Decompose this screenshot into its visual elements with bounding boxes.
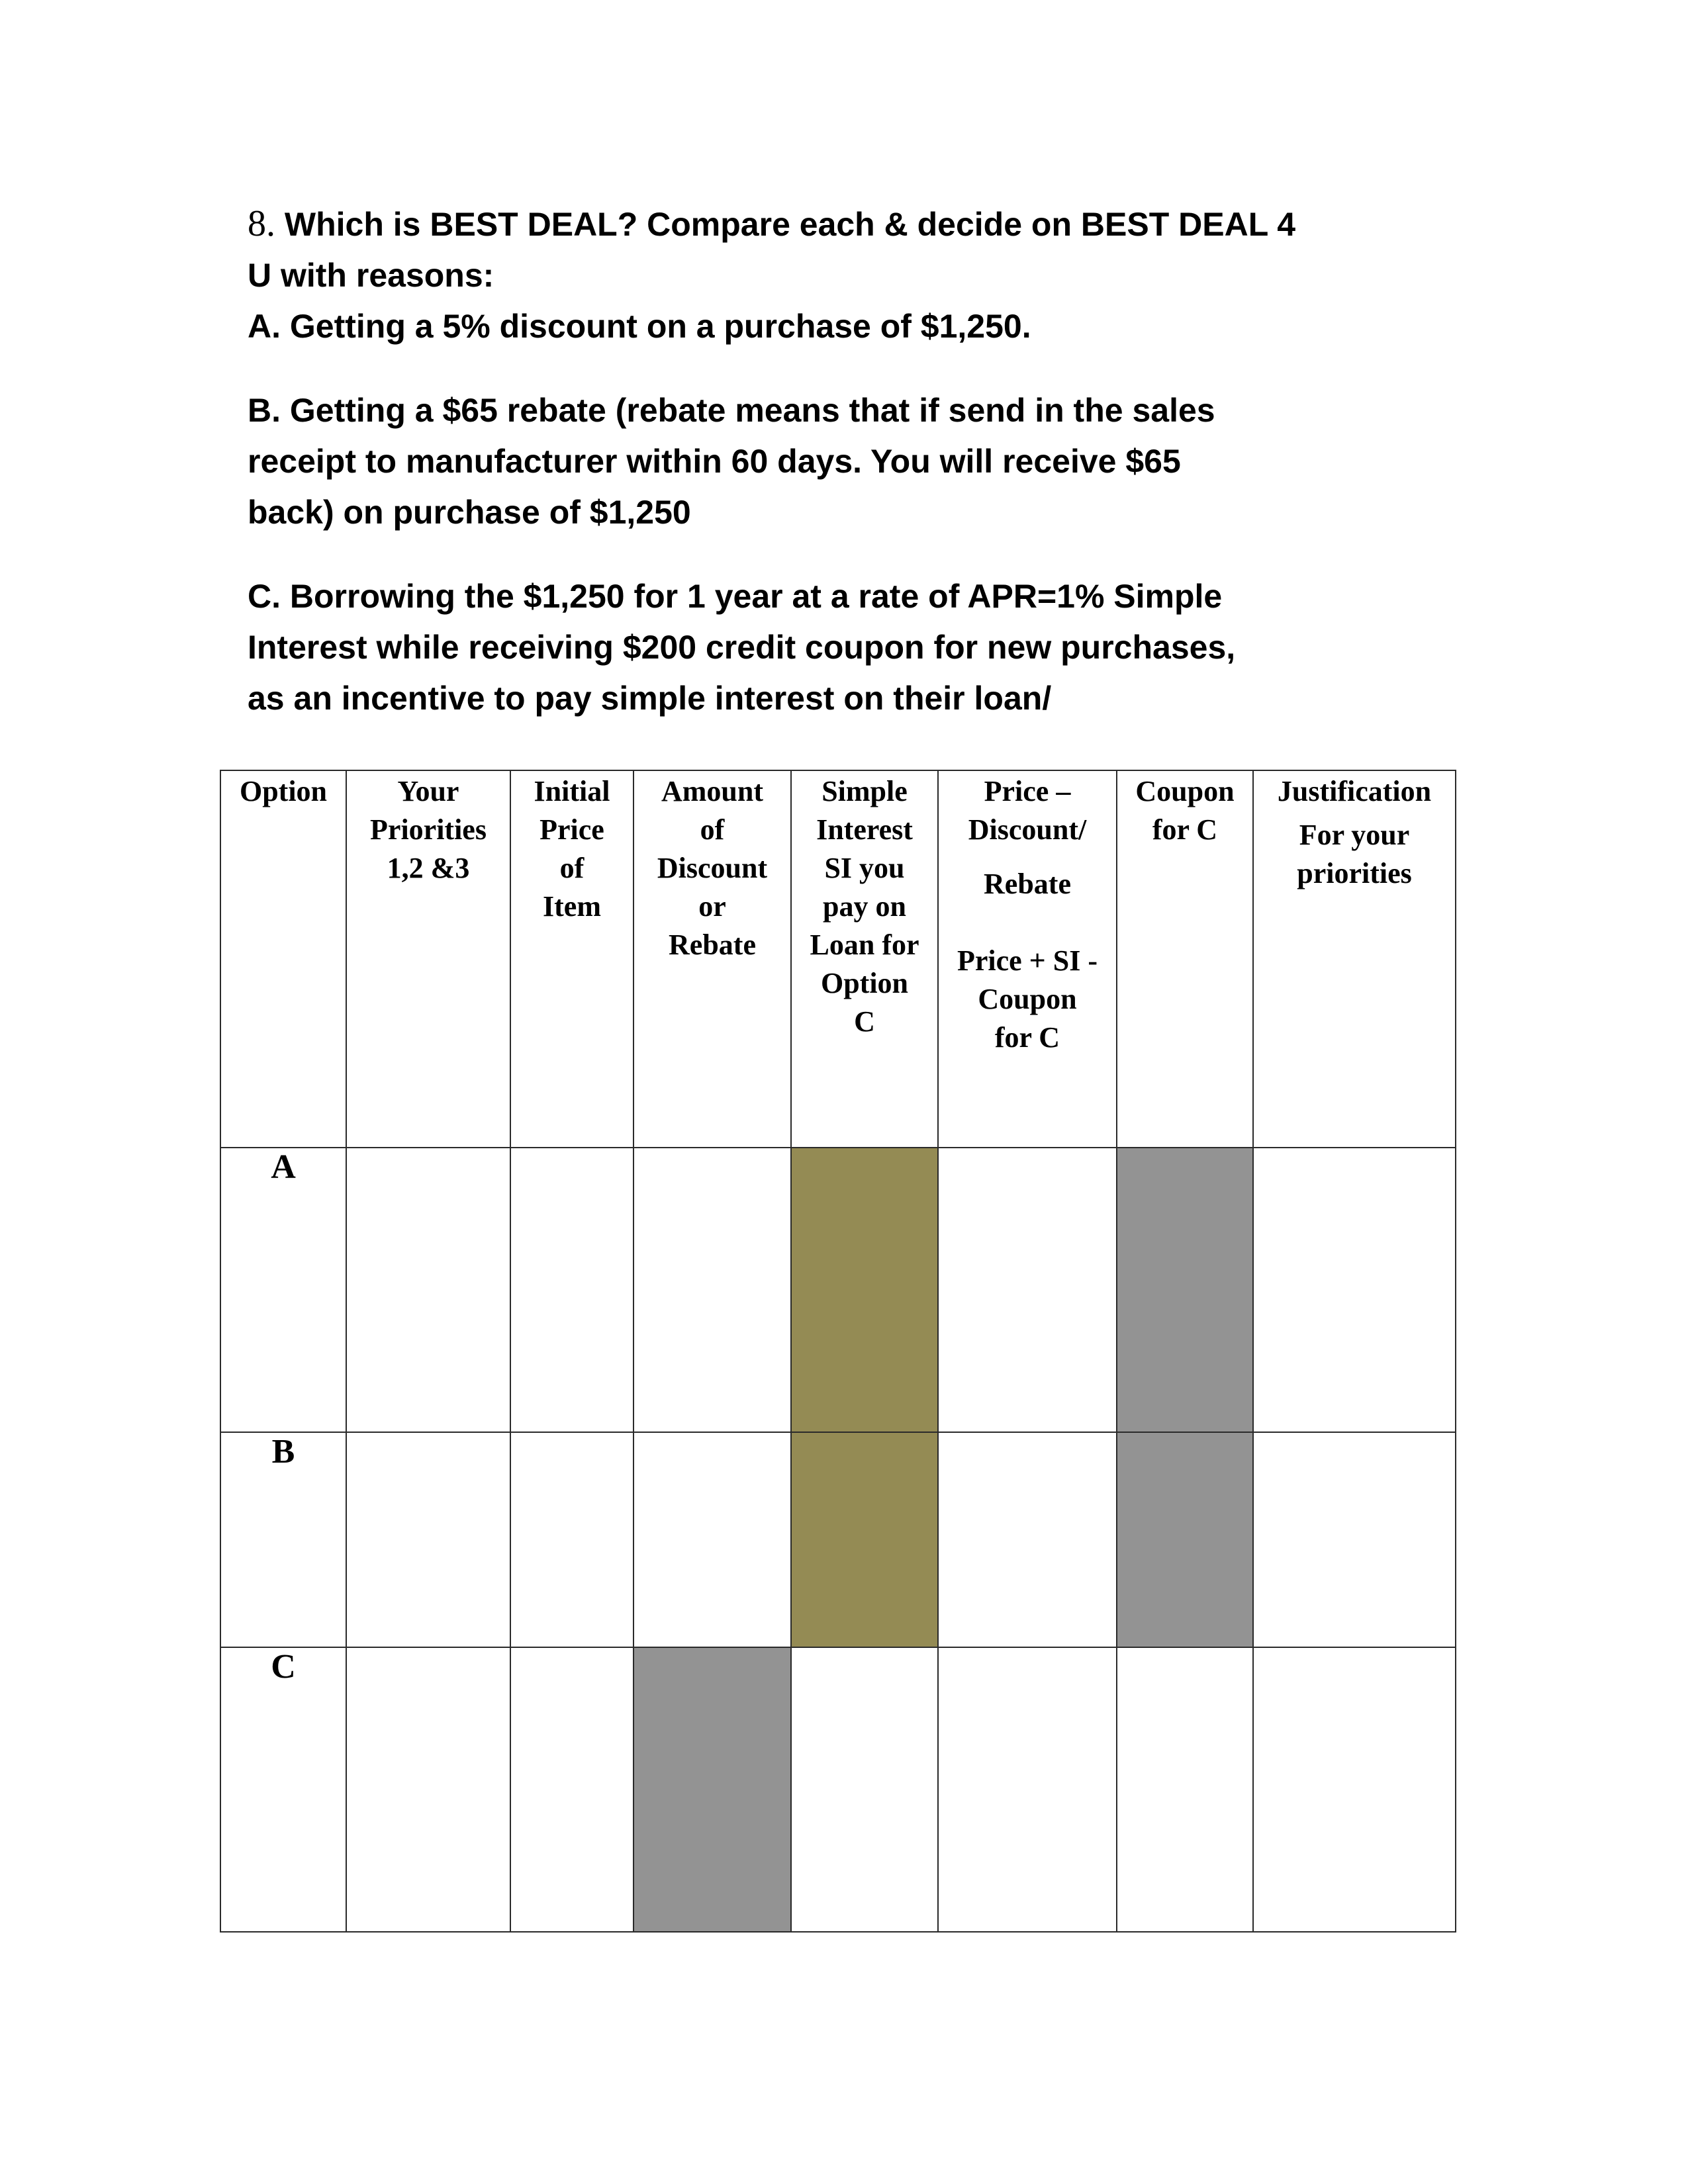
option-b-line-3: back) on purchase of $1,250: [248, 494, 691, 531]
cell-a-price-result[interactable]: [938, 1148, 1117, 1432]
table-row: [220, 1647, 1456, 1932]
option-b-text: [248, 385, 1466, 538]
row-label-b: B: [220, 1432, 346, 1647]
header-price-line-1: Price –: [984, 775, 1071, 807]
cell-a-justification[interactable]: [1253, 1148, 1456, 1432]
option-c-line-1: C. Borrowing the $1,250 for 1 year at a rate of APR=1% Simple: [248, 578, 1223, 615]
header-price-result: [938, 770, 1117, 1148]
header-justification: [1253, 770, 1456, 1148]
comparison-table: [220, 770, 1456, 1933]
header-priorities-line-2: Priorities: [370, 813, 487, 846]
header-initial-price-line-1: Initial: [534, 775, 610, 807]
cell-b-simple-interest-shaded: [791, 1432, 938, 1647]
option-c-line-2: Interest while receiving $200 credit coupon for new purchases,: [248, 629, 1236, 666]
header-priorities-line-1: Your: [397, 775, 459, 807]
cell-b-priorities[interactable]: [346, 1432, 510, 1647]
option-b-line-1: B. Getting a $65 rebate (rebate means that if send in the sales: [248, 392, 1215, 429]
prompt-line-1: Which is BEST DEAL? Compare each & decide on BEST DEAL 4: [284, 206, 1296, 243]
cell-c-priorities[interactable]: [346, 1647, 510, 1932]
cell-a-initial-price[interactable]: [510, 1148, 633, 1432]
header-option: [220, 770, 346, 1148]
cell-b-coupon-shaded: [1117, 1432, 1253, 1647]
header-amount-line-2: of: [700, 813, 725, 846]
header-option-line: Option: [239, 775, 328, 807]
option-c-line-3: as an incentive to pay simple interest on their loan/: [248, 680, 1052, 717]
cell-a-amount[interactable]: [633, 1148, 791, 1432]
header-amount-line-3: Discount: [657, 852, 768, 884]
header-coupon: [1117, 770, 1253, 1148]
cell-b-initial-price[interactable]: [510, 1432, 633, 1647]
header-price-spacer-1: [939, 849, 1116, 865]
cell-c-coupon[interactable]: [1117, 1647, 1253, 1932]
header-si-line-3: SI you: [824, 852, 905, 884]
header-si-line-5: Loan for: [810, 929, 919, 961]
cell-a-priorities[interactable]: [346, 1148, 510, 1432]
cell-c-justification[interactable]: [1253, 1647, 1456, 1932]
header-simple-interest: [791, 770, 938, 1148]
header-price-spacer-2: [939, 903, 1116, 942]
table-row: [220, 1148, 1456, 1432]
header-price-line-5: Coupon: [978, 983, 1077, 1015]
question-block: [248, 199, 1466, 724]
header-priorities: [346, 770, 510, 1148]
header-si-line-1: Simple: [821, 775, 908, 807]
header-price-line-6: for C: [994, 1021, 1060, 1054]
row-label-c: C: [220, 1647, 346, 1932]
header-priorities-line-3: 1,2 &3: [387, 852, 470, 884]
header-amount-line-5: Rebate: [669, 929, 756, 961]
cell-a-simple-interest-shaded: [791, 1148, 938, 1432]
header-amount-line-4: or: [698, 890, 726, 923]
cell-b-justification[interactable]: [1253, 1432, 1456, 1647]
header-si-line-7: C: [854, 1005, 875, 1038]
question-prompt: [248, 199, 1466, 352]
option-c-text: [248, 571, 1466, 724]
header-amount: [633, 770, 791, 1148]
question-number: 8.: [248, 203, 275, 244]
header-justification-spacer: [1254, 811, 1455, 816]
header-si-line-6: Option: [820, 967, 909, 999]
cell-b-price-result[interactable]: [938, 1432, 1117, 1647]
cell-c-amount-shaded: [633, 1647, 791, 1932]
cell-c-initial-price[interactable]: [510, 1647, 633, 1932]
header-row: [220, 770, 1456, 1148]
header-si-line-2: Interest: [816, 813, 913, 846]
header-initial-price-line-3: of: [559, 852, 585, 884]
cell-b-amount[interactable]: [633, 1432, 791, 1647]
cell-c-simple-interest[interactable]: [791, 1647, 938, 1932]
table-row: [220, 1432, 1456, 1647]
option-a-text: A. Getting a 5% discount on a purchase of $1,250.: [248, 308, 1031, 345]
row-label-a: A: [220, 1148, 346, 1432]
header-justification-line-1: Justification: [1277, 775, 1432, 807]
prompt-line-2: U with reasons:: [248, 257, 494, 294]
header-coupon-line-2: for C: [1152, 813, 1218, 846]
header-justification-line-3: priorities: [1297, 857, 1412, 889]
option-b-line-2: receipt to manufacturer within 60 days. You will receive $65: [248, 443, 1181, 480]
header-price-line-2: Discount/: [968, 813, 1087, 846]
header-justification-line-2: For your: [1299, 819, 1410, 851]
header-price-rebate: Rebate: [984, 868, 1071, 900]
header-initial-price: [510, 770, 633, 1148]
header-si-line-4: pay on: [823, 890, 906, 923]
header-initial-price-line-2: Price: [539, 813, 604, 846]
cell-a-coupon-shaded: [1117, 1148, 1253, 1432]
header-price-line-4: Price + SI -: [957, 944, 1098, 977]
header-initial-price-line-4: Item: [543, 890, 601, 923]
header-coupon-line-1: Coupon: [1135, 775, 1235, 807]
header-amount-line-1: Amount: [661, 775, 764, 807]
cell-c-price-result[interactable]: [938, 1647, 1117, 1932]
